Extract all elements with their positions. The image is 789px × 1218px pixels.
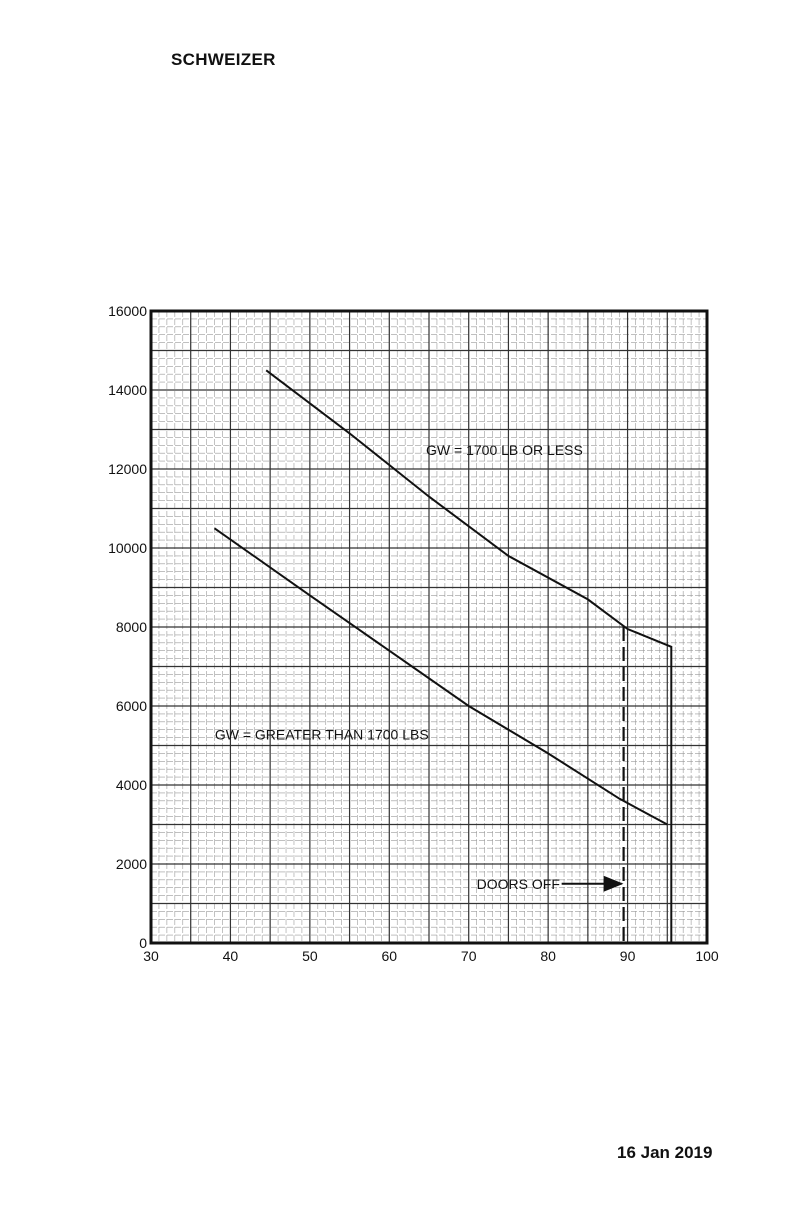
- x-tick-label: 40: [222, 948, 239, 964]
- x-tick-label: 80: [540, 948, 556, 964]
- y-tick-label: 2000: [115, 856, 147, 872]
- annotations: [477, 876, 622, 892]
- y-tick-label: 0: [139, 935, 147, 951]
- page-header-brand: SCHWEIZER: [171, 50, 276, 69]
- doors-off-label: DOORS OFF: [476, 875, 560, 892]
- x-tick-label: 70: [460, 948, 477, 964]
- x-tick-label: 50: [302, 948, 318, 964]
- page-footer-date: 16 Jan 2019: [617, 1143, 713, 1162]
- series-label-2: GW = GREATER THAN 1700 LBS: [214, 726, 429, 743]
- x-axis-ticks: [143, 948, 719, 964]
- x-tick-label: 60: [381, 948, 398, 964]
- y-tick-label: 12000: [108, 461, 147, 477]
- y-tick-label: 4000: [115, 777, 147, 793]
- series-label-1: GW = 1700 LB OR LESS: [426, 442, 583, 459]
- y-tick-label: 16000: [108, 303, 147, 319]
- y-tick-label: 14000: [108, 382, 147, 398]
- y-axis-ticks: [108, 303, 147, 951]
- series-line-2: [215, 528, 668, 824]
- y-tick-label: 10000: [108, 540, 147, 556]
- y-tick-label: 8000: [115, 619, 147, 635]
- x-tick-label: 90: [619, 948, 636, 964]
- y-tick-label: 6000: [115, 698, 147, 714]
- x-tick-label: 100: [695, 948, 719, 964]
- x-tick-label: 30: [143, 948, 159, 964]
